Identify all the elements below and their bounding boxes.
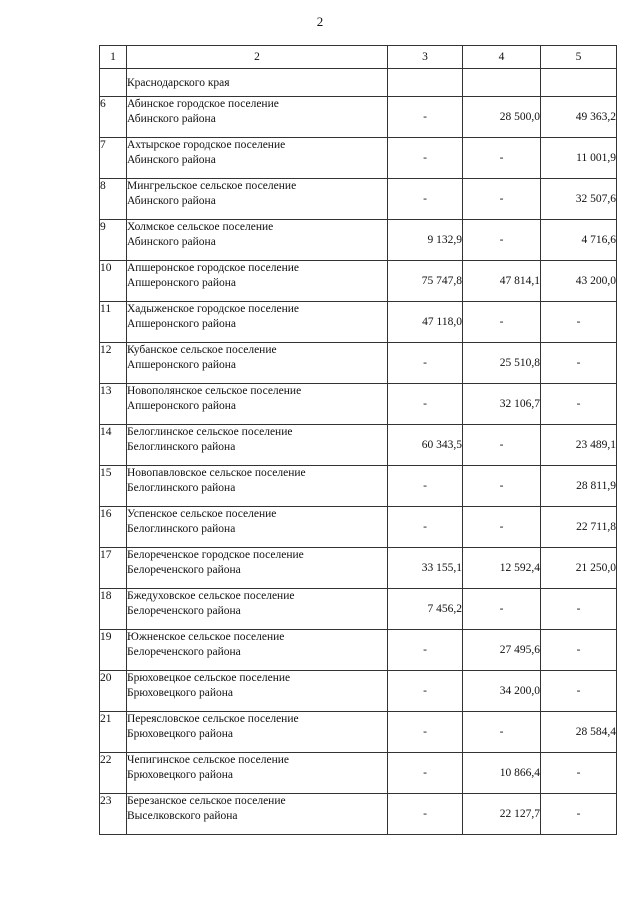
value-col4: 10 866,4	[463, 753, 541, 794]
value-col4: 32 106,7	[463, 384, 541, 425]
value-col4: 25 510,8	[463, 343, 541, 384]
value-col5: 32 507,6	[541, 179, 617, 220]
value-col3: -	[388, 630, 463, 671]
value-col4: 28 500,0	[463, 97, 541, 138]
value-col5: 22 711,8	[541, 507, 617, 548]
value-col3: -	[388, 712, 463, 753]
value-col3: -	[388, 179, 463, 220]
settlement-name: Белоглинское сельское поселение	[127, 426, 293, 438]
municipality-name	[127, 179, 388, 220]
settlement-name: Бжедуховское сельское поселение	[127, 590, 295, 602]
column-header-5: 5	[541, 46, 617, 69]
table-row	[100, 220, 617, 261]
row-number: 11	[100, 302, 127, 343]
value-col4: 22 127,7	[463, 794, 541, 835]
settlement-name: Белореченское городское поселение	[127, 549, 304, 561]
municipality-name	[127, 630, 388, 671]
municipality-name	[127, 794, 388, 835]
district-name: Апшеронского района	[127, 318, 237, 330]
column-header-3: 3	[388, 46, 463, 69]
row-number: 13	[100, 384, 127, 425]
table-row	[100, 630, 617, 671]
municipality-name: Краснодарского края	[127, 69, 388, 97]
row-number: 21	[100, 712, 127, 753]
value-col5: 49 363,2	[541, 97, 617, 138]
allocation-table	[99, 45, 617, 835]
column-header-2: 2	[127, 46, 388, 69]
header-row	[100, 46, 617, 69]
table-row	[100, 302, 617, 343]
value-col5: 28 584,4	[541, 712, 617, 753]
value-col5: -	[541, 589, 617, 630]
district-name: Белореченского района	[127, 564, 241, 576]
table-header	[100, 46, 617, 69]
continuation-row	[100, 69, 617, 97]
value-col5: -	[541, 630, 617, 671]
value-col3: -	[388, 138, 463, 179]
municipality-name	[127, 343, 388, 384]
value-col3	[388, 69, 463, 97]
value-col5: 21 250,0	[541, 548, 617, 589]
district-name: Белоглинского района	[127, 482, 236, 494]
row-number: 16	[100, 507, 127, 548]
district-name: Белореченского района	[127, 646, 241, 658]
value-col3: -	[388, 671, 463, 712]
settlement-name: Чепигинское сельское поселение	[127, 754, 289, 766]
value-col5: -	[541, 343, 617, 384]
value-col4: -	[463, 425, 541, 466]
row-number	[100, 69, 127, 97]
value-col3: 75 747,8	[388, 261, 463, 302]
municipality-name	[127, 548, 388, 589]
table-row	[100, 179, 617, 220]
table-row	[100, 384, 617, 425]
value-col4: -	[463, 138, 541, 179]
settlement-name: Апшеронское городское поселение	[127, 262, 300, 274]
district-name: Выселковского района	[127, 810, 238, 822]
value-col5: 28 811,9	[541, 466, 617, 507]
value-col3: 47 118,0	[388, 302, 463, 343]
row-number: 10	[100, 261, 127, 302]
value-col4: 47 814,1	[463, 261, 541, 302]
municipality-name	[127, 671, 388, 712]
row-number: 7	[100, 138, 127, 179]
settlement-name: Хадыженское городское поселение	[127, 303, 299, 315]
value-col4: -	[463, 589, 541, 630]
settlement-name: Новополянское сельское поселение	[127, 385, 302, 397]
value-col5: -	[541, 384, 617, 425]
value-col5: 4 716,6	[541, 220, 617, 261]
table-row	[100, 466, 617, 507]
column-header-1: 1	[100, 46, 127, 69]
value-col3: 60 343,5	[388, 425, 463, 466]
value-col3: -	[388, 753, 463, 794]
settlement-name: Ахтырское городское поселение	[127, 139, 286, 151]
value-col5: -	[541, 671, 617, 712]
column-header-4: 4	[463, 46, 541, 69]
settlement-name: Успенское сельское поселение	[127, 508, 277, 520]
district-name: Белоглинского района	[127, 441, 236, 453]
row-number: 20	[100, 671, 127, 712]
value-col3: 33 155,1	[388, 548, 463, 589]
value-col4	[463, 69, 541, 97]
district-name: Белоглинского района	[127, 523, 236, 535]
municipality-name	[127, 138, 388, 179]
value-col3: -	[388, 97, 463, 138]
value-col4: -	[463, 302, 541, 343]
value-col5: 43 200,0	[541, 261, 617, 302]
value-col3: 7 456,2	[388, 589, 463, 630]
municipality-name	[127, 220, 388, 261]
table-row	[100, 589, 617, 630]
settlement-name: Березанское сельское поселение	[127, 795, 286, 807]
table-body	[100, 69, 617, 835]
table-row	[100, 343, 617, 384]
district-name: Брюховецкого района	[127, 687, 234, 699]
district-name: Брюховецкого района	[127, 769, 234, 781]
value-col4: 34 200,0	[463, 671, 541, 712]
settlement-name: Брюховецкое сельское поселение	[127, 672, 291, 684]
municipality-name	[127, 384, 388, 425]
settlement-name: Новопавловское сельское поселение	[127, 467, 306, 479]
row-number: 8	[100, 179, 127, 220]
settlement-name: Переясловское сельское поселение	[127, 713, 299, 725]
row-number: 9	[100, 220, 127, 261]
settlement-name: Южненское сельское поселение	[127, 631, 285, 643]
page-number: 2	[316, 14, 324, 29]
municipality-name	[127, 302, 388, 343]
district-name: Абинского района	[127, 113, 216, 125]
municipality-name	[127, 466, 388, 507]
row-number: 17	[100, 548, 127, 589]
municipality-name	[127, 261, 388, 302]
row-number: 14	[100, 425, 127, 466]
district-name: Абинского района	[127, 236, 216, 248]
municipality-name	[127, 589, 388, 630]
value-col3: -	[388, 466, 463, 507]
value-col5: -	[541, 753, 617, 794]
municipality-name	[127, 712, 388, 753]
table-row	[100, 794, 617, 835]
value-col3: -	[388, 384, 463, 425]
row-number: 19	[100, 630, 127, 671]
value-col5: 23 489,1	[541, 425, 617, 466]
row-number: 12	[100, 343, 127, 384]
value-col4: 27 495,6	[463, 630, 541, 671]
value-col4: -	[463, 220, 541, 261]
settlement-name: Холмское сельское поселение	[127, 221, 274, 233]
value-col4: 12 592,4	[463, 548, 541, 589]
value-col4: -	[463, 712, 541, 753]
row-number: 22	[100, 753, 127, 794]
settlement-name: Мингрельское сельское поселение	[127, 180, 297, 192]
district-name: Апшеронского района	[127, 277, 237, 289]
table-row	[100, 548, 617, 589]
municipality-name	[127, 97, 388, 138]
municipality-name	[127, 753, 388, 794]
table-row	[100, 671, 617, 712]
row-number: 23	[100, 794, 127, 835]
table-row	[100, 261, 617, 302]
value-col5: 11 001,9	[541, 138, 617, 179]
district-name: Белореченского района	[127, 605, 241, 617]
district-name: Апшеронского района	[127, 359, 237, 371]
table-row	[100, 138, 617, 179]
table-row	[100, 97, 617, 138]
row-number: 15	[100, 466, 127, 507]
value-col5	[541, 69, 617, 97]
row-number: 18	[100, 589, 127, 630]
municipality-name	[127, 507, 388, 548]
value-col4: -	[463, 466, 541, 507]
value-col3: -	[388, 794, 463, 835]
value-col5: -	[541, 794, 617, 835]
value-col5: -	[541, 302, 617, 343]
table-row	[100, 712, 617, 753]
municipality-name	[127, 425, 388, 466]
district-name: Абинского района	[127, 154, 216, 166]
table-row	[100, 425, 617, 466]
row-number: 6	[100, 97, 127, 138]
table-row	[100, 753, 617, 794]
value-col3: 9 132,9	[388, 220, 463, 261]
settlement-name: Кубанское сельское поселение	[127, 344, 277, 356]
district-name: Абинского района	[127, 195, 216, 207]
table-row	[100, 507, 617, 548]
district-name: Апшеронского района	[127, 400, 237, 412]
district-name: Брюховецкого района	[127, 728, 234, 740]
value-col4: -	[463, 507, 541, 548]
value-col4: -	[463, 179, 541, 220]
settlement-name: Абинское городское поселение	[127, 98, 279, 110]
value-col3: -	[388, 343, 463, 384]
value-col3: -	[388, 507, 463, 548]
